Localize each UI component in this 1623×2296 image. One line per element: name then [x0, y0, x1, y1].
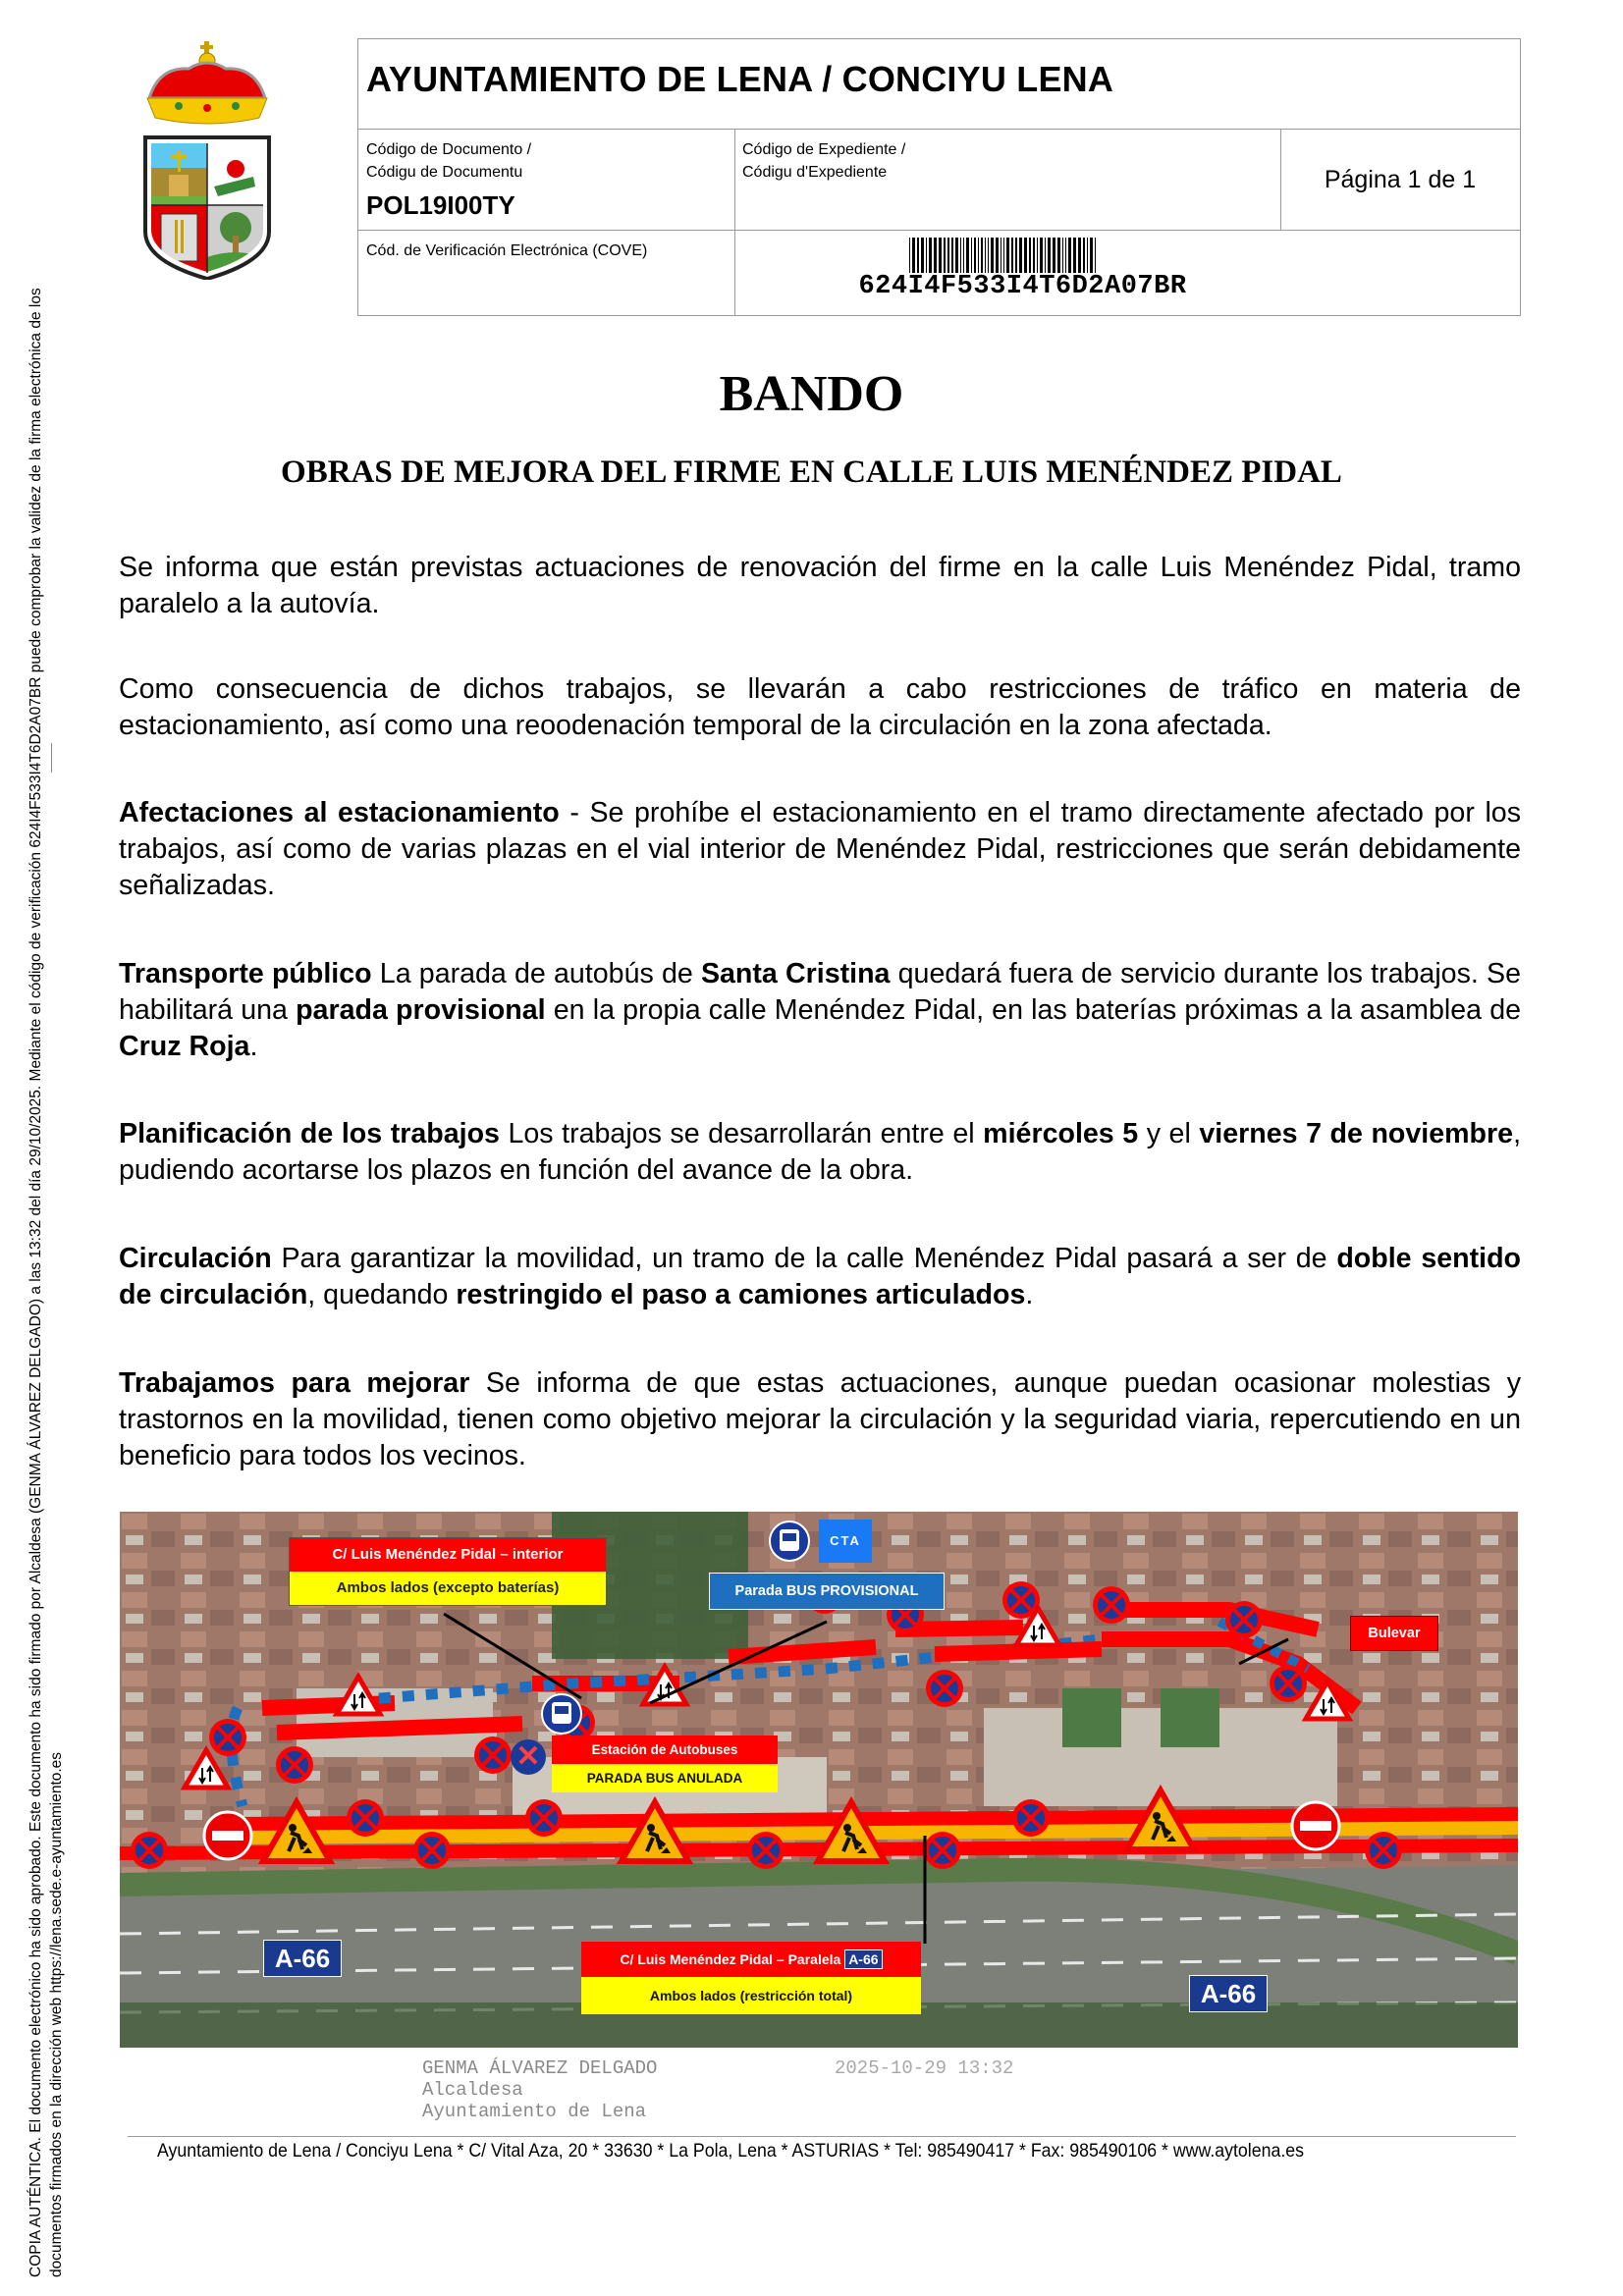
planning-text-1: Los trabajos se desarrollarán entre el: [499, 1118, 984, 1149]
barcode-bar: [909, 238, 910, 273]
barcode-bar: [1015, 238, 1017, 273]
document-header-table: [357, 38, 1521, 316]
barcode-bar: [996, 238, 999, 273]
circulation-heading: Circulación: [119, 1243, 272, 1274]
document-code-cell: [358, 129, 735, 230]
verification-text-line-2: documentos firmados en la dirección web https://lena.sede.e-ayuntamiento.es: [48, 1751, 65, 2277]
callout-bus-station-subtitle: PARADA BUS ANULADA: [552, 1764, 778, 1792]
barcode-bar: [1083, 238, 1085, 273]
transport-bold-2: parada provisional: [296, 994, 546, 1026]
callout-paralela-title-row: [581, 1942, 921, 1977]
cancelled-bus-stop-icon: ✕: [511, 1739, 546, 1775]
barcode-bar: [921, 238, 924, 273]
barcode-bar: [912, 238, 915, 273]
callout-paralela: [581, 1942, 921, 2014]
barcode-bar: [955, 238, 958, 273]
barcode-bar: [1078, 238, 1081, 273]
affected-area-map: [120, 1512, 1518, 2048]
barcode-bar: [939, 238, 942, 273]
parking-text: - Se prohíbe el estacionamiento en el tramo directamente afectado por los trabajos, así como de varias plazas en el vial interior de Menéndez Pidal, restricciones que serán debidamente señalizadas.: [119, 797, 1522, 901]
callout-bus-station-title: Estación de Autobuses: [552, 1735, 778, 1764]
paragraph-public-transport: [119, 956, 1521, 1065]
paragraph-circulation: [119, 1241, 1521, 1313]
parking-heading: Afectaciones al estacionamiento: [119, 797, 560, 828]
paragraph-intro: Se informa que están previstas actuaciones de renovación del firme en la calle Luis Menéndez Pidal, tramo paralelo a la autovía.: [119, 552, 1521, 619]
page-number-cell: [1280, 129, 1520, 230]
expedient-code-cell: [734, 129, 1281, 230]
paragraph-planning: [119, 1116, 1521, 1189]
verification-text-line-1: COPIA AUTÉNTICA. El documento electrónico ha sido aprobado. Este documento ha sido firmado por Alcaldesa (GENMA ÁLVAREZ DELGADO) a las 13:32 del día 29/10/2025. Mediante el código de verificación 624I4F533I4T6D2A07BR puede comprobar la validez de la firma electrónica de los: [27, 288, 44, 2277]
improvement-text: Se informa de que estas actuaciones, aunque puedan ocasionar molestias y trastornos en la movilidad, tienen como objetivo mejorar la circulación y la seguridad viaria, repercutiendo en un beneficio para todos los vecinos.: [119, 1367, 1521, 1471]
planning-heading: Planificación de los trabajos: [119, 1118, 500, 1149]
planning-bold-2: viernes 7 de noviembre: [1199, 1118, 1514, 1149]
signature-block: [422, 2057, 1014, 2122]
barcode-bar: [966, 238, 969, 273]
circulation-bold-2: restringido el paso a camiones articulados: [456, 1279, 1026, 1310]
crown-icon: [147, 41, 267, 124]
organization-name: AYUNTAMIENTO DE LENA / CONCIYU LENA: [366, 59, 1114, 99]
barcode-bar: [1062, 238, 1063, 273]
barcode-bar: [1090, 238, 1093, 273]
transport-text-4: .: [249, 1031, 258, 1062]
barcode-bar: [1048, 238, 1051, 273]
paragraph-parking: [119, 795, 1521, 904]
cta-logo: CTA: [819, 1520, 872, 1563]
expedient-code-label-ast: Códigu d'Expediente: [742, 164, 888, 181]
expedient-code-label-es: Código de Expediente /: [742, 141, 906, 158]
highway-sign-a66-left: A-66: [263, 1940, 342, 1977]
transport-text-1: La parada de autobús de: [371, 958, 701, 989]
barcode-bar: [991, 238, 994, 273]
barcode-bar: [929, 238, 932, 273]
callout-interior-title: C/ Luis Menéndez Pidal – interior: [290, 1538, 606, 1572]
barcode-bar: [934, 238, 937, 273]
planning-bold-1: miércoles 5: [983, 1118, 1139, 1149]
barcode-bar: [981, 238, 983, 273]
barcode-bar: [1037, 238, 1038, 273]
callout-paralela-subtitle: Ambos lados (restricción total): [581, 1977, 921, 2014]
improvement-heading: Trabajamos para mejorar: [119, 1367, 470, 1399]
barcode-bar: [1045, 238, 1046, 273]
paragraph-improvement: [119, 1365, 1521, 1474]
barcode-bar: [1068, 238, 1071, 273]
barcode-bar: [1057, 238, 1060, 273]
coat-of-arms-logo: [139, 39, 275, 280]
signer-organization: Ayuntamiento de Lena: [422, 2101, 647, 2122]
barcode-bar: [1095, 238, 1096, 273]
sidebar-tick-mark: [51, 743, 52, 773]
barcode-bar: [1033, 238, 1035, 273]
barcode-bar: [978, 238, 979, 273]
document-title: BANDO: [719, 366, 904, 422]
barcode-bar: [1006, 238, 1009, 273]
barcode-bar: [1073, 238, 1076, 273]
barcode-bar: [1053, 238, 1055, 273]
circulation-text-2: , quedando: [307, 1279, 457, 1310]
barcode-bar: [1011, 238, 1013, 273]
callout-interior: [289, 1537, 607, 1606]
barcode-bar: [974, 238, 976, 273]
document-code-value: POL19I00TY: [366, 190, 515, 220]
page-number: Página 1 de 1: [1324, 166, 1477, 193]
signer-name: GENMA ÁLVAREZ DELGADO: [422, 2057, 658, 2079]
planning-text-2: y el: [1138, 1118, 1200, 1149]
callout-paralela-highway-badge: A-66: [844, 1949, 882, 1969]
circulation-text-1: Para garantizar la movilidad, un tramo de la calle Menéndez Pidal pasará a ser de: [271, 1243, 1337, 1274]
barcode-bar: [960, 238, 961, 273]
barcode-bar: [917, 238, 919, 273]
transport-text-3: en la propia calle Menéndez Pidal, en las baterías próximas a la asamblea de: [545, 994, 1521, 1026]
barcode-bar: [985, 238, 986, 273]
barcode-bar: [926, 238, 927, 273]
callout-bus-station: [552, 1735, 778, 1792]
transport-text-2: quedará fuera de servicio durante los trabajos. Se habilitará una: [119, 958, 1521, 1026]
document-code-label-ast: Códigu de Documentu: [366, 164, 523, 181]
barcode-icon: [909, 238, 1096, 273]
cove-code: 624I4F533I4T6D2A07BR: [858, 272, 1187, 301]
barcode-bar: [971, 238, 972, 273]
barcode-bar: [951, 238, 953, 273]
footer-contact: Ayuntamiento de Lena / Conciyu Lena * C/ Vital Aza, 20 * 33630 * La Pola, Lena * ASTURIAS * Tel: 985490417 * Fax: 985490106 * www.aytolena.es: [157, 2140, 1305, 2162]
paragraph-consequences: Como consecuencia de dichos trabajos, se llevarán a cabo restricciones de tráfico en materia de estacionamiento, así como una reoodenación temporal de la circulación en la zona afectada.: [119, 673, 1521, 741]
barcode-bar: [944, 238, 946, 273]
barcode-bar: [1040, 238, 1043, 273]
callout-paralela-title: C/ Luis Menéndez Pidal – Paralela: [620, 1951, 841, 1967]
barcode-bar: [1024, 238, 1027, 273]
highway-sign-a66-right: A-66: [1189, 1975, 1268, 2012]
transport-bold-3: Cruz Roja: [119, 1031, 250, 1062]
barcode-bar: [1087, 238, 1088, 273]
barcode-bar: [988, 238, 989, 273]
barcode-bar: [1029, 238, 1031, 273]
barcode-bar: [1019, 238, 1022, 273]
document-subtitle: OBRAS DE MEJORA DEL FIRME EN CALLE LUIS MENÉNDEZ PIDAL: [281, 454, 1342, 490]
callout-interior-subtitle: Ambos lados (excepto baterías): [290, 1572, 606, 1605]
signer-role: Alcaldesa: [422, 2079, 523, 2101]
barcode-bar: [1003, 238, 1004, 273]
circulation-text-3: .: [1025, 1279, 1034, 1310]
callout-provisional-bus-stop: Parada BUS PROVISIONAL: [709, 1573, 945, 1610]
callout-bulevar: Bulevar: [1350, 1616, 1438, 1651]
document-code-label-es: Código de Documento /: [366, 141, 532, 158]
barcode-bar: [1065, 238, 1066, 273]
transport-bold-1: Santa Cristina: [700, 958, 891, 989]
barcode-bar: [947, 238, 949, 273]
cove-label: Cód. de Verificación Electrónica (COVE): [366, 242, 648, 259]
circulation-bold-1: doble sentido de circulación: [119, 1243, 1521, 1310]
planning-text-3: , pudiendo acortarse los plazos en función del avance de la obra.: [119, 1118, 1522, 1186]
signature-date: 2025-10-29 13:32: [835, 2057, 1014, 2079]
footer-divider: [128, 2136, 1516, 2137]
barcode-bar: [963, 238, 964, 273]
transport-heading: Transporte público: [119, 958, 372, 989]
